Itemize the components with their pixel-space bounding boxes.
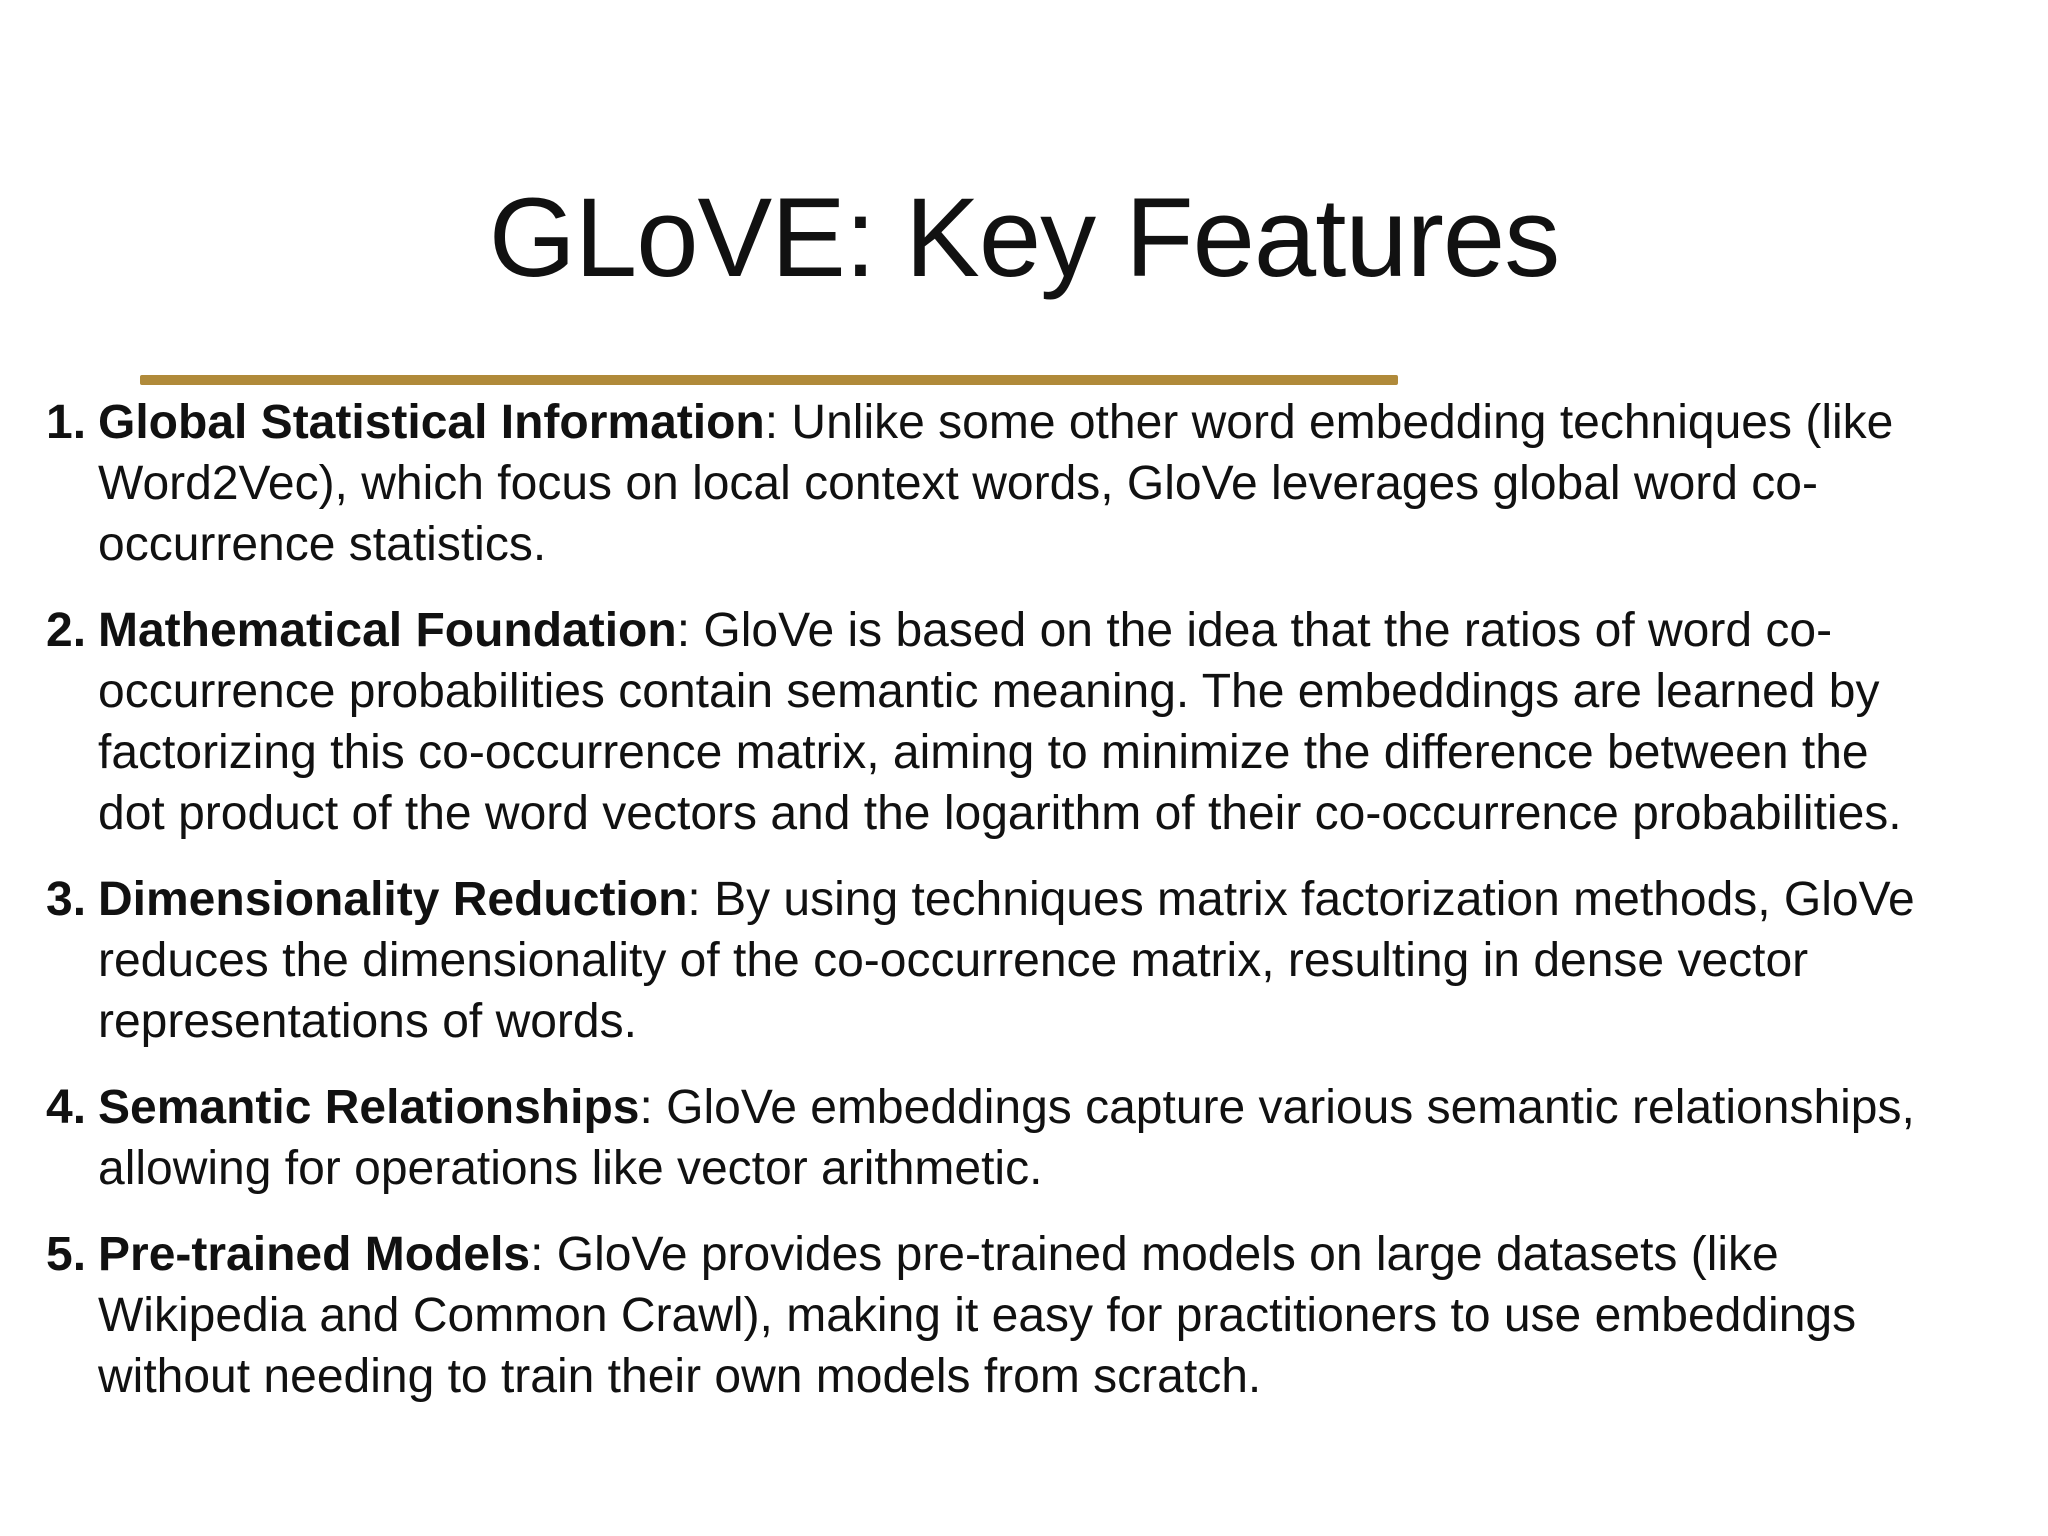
feature-item	[0, 1224, 1940, 1407]
feature-term: Dimensionality Reduction	[98, 873, 688, 926]
feature-description: : Unlike some other word embedding techniques (like Word2Vec), which focus on local context words, GloVe leverages global word co-occurrence statistics.	[98, 396, 1894, 571]
feature-number: 1.	[46, 396, 87, 449]
feature-item	[0, 600, 1940, 844]
feature-term: Semantic Relationships	[98, 1081, 640, 1134]
title-underline	[140, 375, 1398, 385]
feature-item	[0, 392, 1940, 575]
slide-title: GLoVE: Key Features	[488, 175, 1560, 300]
feature-term: Pre-trained Models	[98, 1228, 531, 1281]
feature-number: 4.	[46, 1081, 87, 1134]
feature-description: : GloVe is based on the idea that the ratios of word co-occurrence probabilities contain semantic meaning. The embeddings are learned by factorizing this co-occurrence matrix, aiming to minimize the difference between the dot product of the word vectors and the logarithm of their co-occurrence probabilities.	[98, 604, 1902, 840]
feature-number: 5.	[46, 1228, 87, 1281]
feature-item	[0, 869, 1940, 1052]
feature-number: 2.	[46, 604, 87, 657]
feature-list	[0, 392, 2048, 1432]
feature-description: : GloVe provides pre-trained models on large datasets (like Wikipedia and Common Crawl), making it easy for practitioners to use embeddings without needing to train their own models from scratch.	[98, 1228, 1857, 1403]
feature-item	[0, 1077, 1940, 1199]
feature-term: Mathematical Foundation	[98, 604, 677, 657]
feature-description: : GloVe embeddings capture various semantic relationships, allowing for operations like vector arithmetic.	[98, 1081, 1915, 1195]
feature-description: : By using techniques matrix factorization methods, GloVe reduces the dimensionality of the co-occurrence matrix, resulting in dense vector representations of words.	[98, 873, 1915, 1048]
feature-number: 3.	[46, 873, 87, 926]
feature-term: Global Statistical Information	[98, 396, 765, 449]
